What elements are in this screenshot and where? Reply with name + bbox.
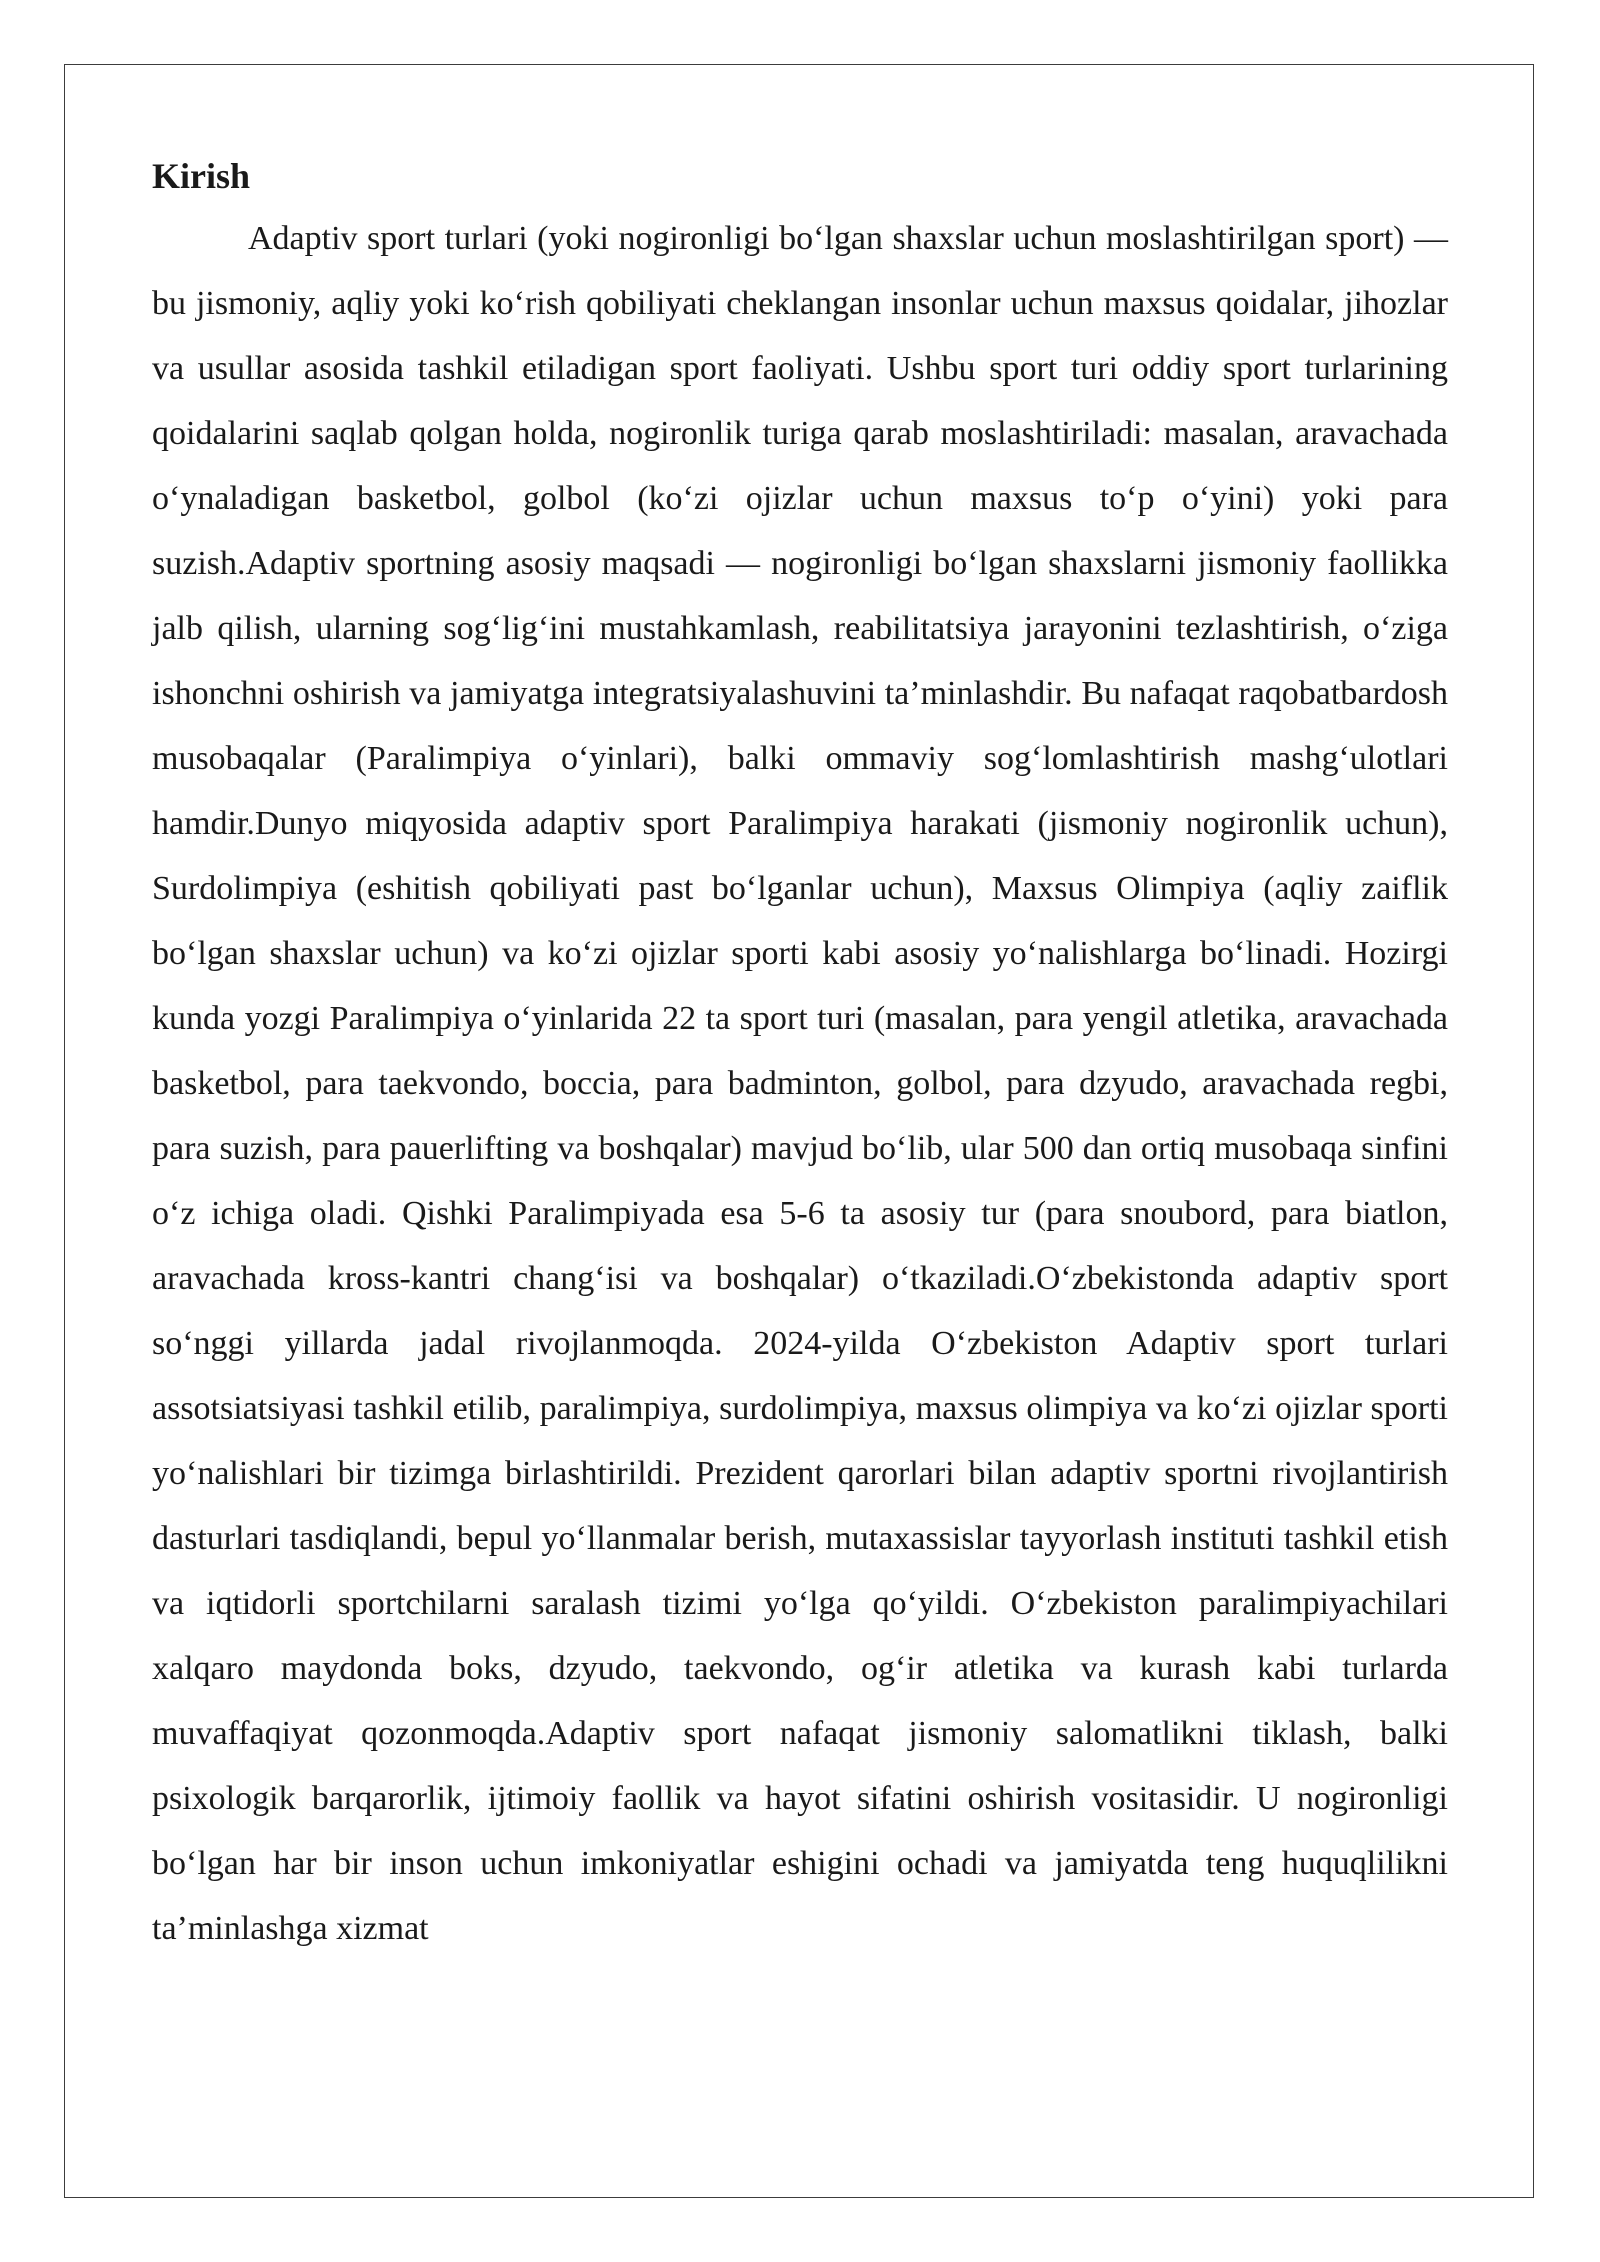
document-body [152, 146, 1448, 1961]
body-paragraph: Adaptiv sport turlari (yoki nogironligi bo‘lgan shaxslar uchun moslashtirilgan sport) — bu jismoniy, aqliy yoki ko‘rish qobiliyati cheklangan insonlar uchun maxsus qoidalar, jihozlar va usullar asosida tashkil etiladigan sport faoliyati. Ushbu sport turi oddiy sport turlarining qoidalarini saqlab qolgan holda, nogironlik turiga qarab moslashtiriladi: masalan, aravachada o‘ynaladigan basketbol, golbol (ko‘zi ojizlar uchun maxsus to‘p o‘yini) yoki para suzish.Adaptiv sportning asosiy maqsadi — nogironligi bo‘lgan shaxslarni jismoniy faollikka jalb qilish, ularning sog‘lig‘ini mustahkamlash, reabilitatsiya jarayonini tezlashtirish, o‘ziga ishonchni oshirish va jamiyatga integratsiyalashuvini ta’minlashdir. Bu nafaqat raqobatbardosh musobaqalar (Paralimpiya o‘yinlari), balki ommaviy sog‘lomlashtirish mashg‘ulotlari hamdir.Dunyo miqyosida adaptiv sport Paralimpiya harakati (jismoniy nogironlik uchun), Surdolimpiya (eshitish qobiliyati past bo‘lganlar uchun), Maxsus Olimpiya (aqliy zaiflik bo‘lgan shaxslar uchun) va ko‘zi ojizlar sporti kabi asosiy yo‘nalishlarga bo‘linadi. Hozirgi kunda yozgi Paralimpiya o‘yinlarida 22 ta sport turi (masalan, para yengil atletika, aravachada basketbol, para taekvondo, boccia, para badminton, golbol, para dzyudo, aravachada regbi, para suzish, para pauerlifting va boshqalar) mavjud bo‘lib, ular 500 dan ortiq musobaqa sinfini o‘z ichiga oladi. Qishki Paralimpiyada esa 5-6 ta asosiy tur (para snoubord, para biatlon, aravachada kross-kantri chang‘isi va boshqalar) o‘tkaziladi.O‘zbekistonda adaptiv sport so‘nggi yillarda jadal rivojlanmoqda. 2024-yilda O‘zbekiston Adaptiv sport turlari assotsiatsiyasi tashkil etilib, paralimpiya, surdolimpiya, maxsus olimpiya va ko‘zi ojizlar sporti yo‘nalishlari bir tizimga birlashtirildi. Prezident qarorlari bilan adaptiv sportni rivojlantirish dasturlari tasdiqlandi, bepul yo‘llanmalar berish, mutaxassislar tayyorlash instituti tashkil etish va iqtidorli sportchilarni saralash tizimi yo‘lga qo‘yildi. O‘zbekiston paralimpiyachilari xalqaro maydonda boks, dzyudo, taekvondo, og‘ir atletika va kurash kabi turlarda muvaffaqiyat qozonmoqda.Adaptiv sport nafaqat jismoniy salomatlikni tiklash, balki psixologik barqarorlik, ijtimoiy faollik va hayot sifatini oshirish vositasidir. U nogironligi bo‘lgan har bir inson uchun imkoniyatlar eshigini ochadi va jamiyatda teng huquqlilikni ta’minlashga xizmat [152, 220, 1448, 1947]
section-heading: Kirish [152, 156, 251, 196]
